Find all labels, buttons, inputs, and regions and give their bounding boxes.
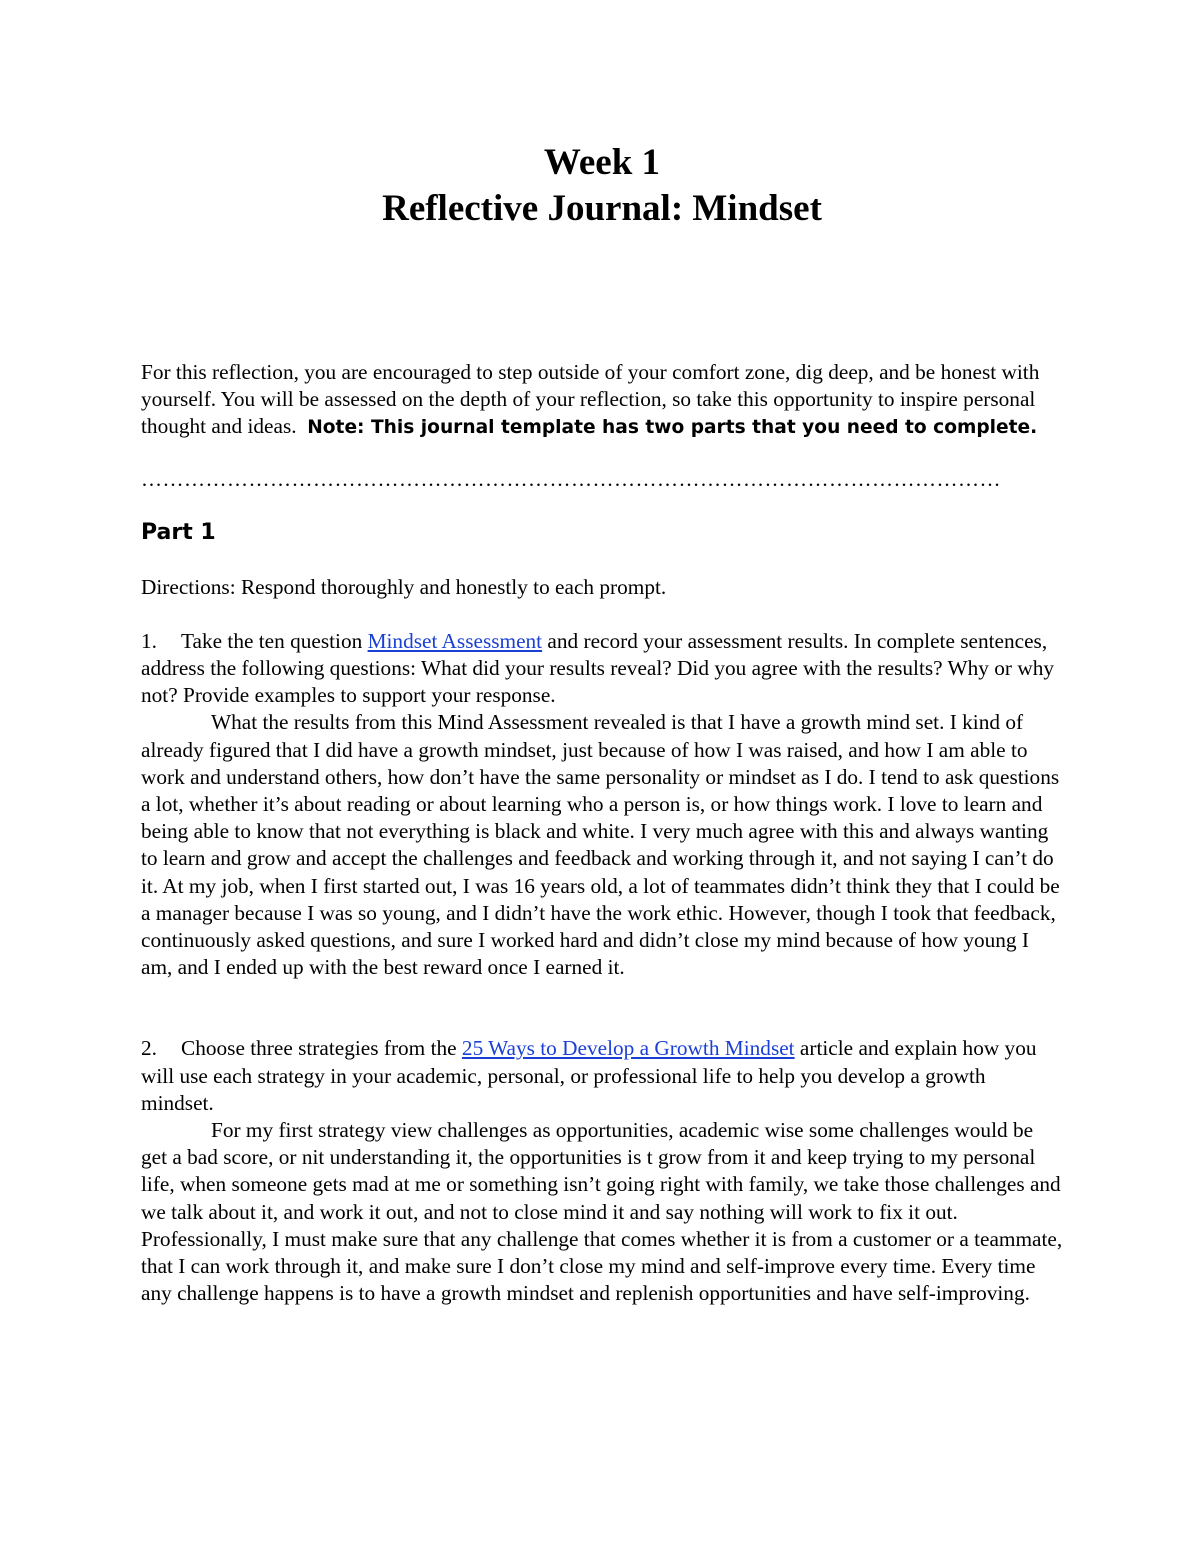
question-2-text-before: Choose three strategies from the xyxy=(181,1036,462,1061)
growth-mindset-article-link[interactable]: 25 Ways to Develop a Growth Mindset xyxy=(461,1036,795,1061)
question-2-text-after: article and explain how you will use each strategy in your academic, personal, or professional life to help you develop a growth mindset. xyxy=(141,1036,1037,1115)
document-title xyxy=(141,140,1063,232)
question-2-number: 2. xyxy=(141,1036,157,1061)
document-page xyxy=(141,140,1063,1307)
intro-paragraph xyxy=(141,359,1063,442)
question-1-text-after: and record your assessment results. In complete sentences, address the following questions: What did your results reveal? Did you agree with the results? Why or why not? Provide examples to support your response. xyxy=(141,628,1054,708)
intro-note: Note: This journal template has two parts that you need to complete. xyxy=(307,417,1038,439)
mindset-assessment-link[interactable]: Mindset Assessment xyxy=(367,628,543,653)
question-1-number: 1. xyxy=(141,628,157,653)
directions-text: Directions: Respond thoroughly and honestly to each prompt. xyxy=(141,574,667,599)
journal-title: Reflective Journal: Mindset xyxy=(382,188,822,229)
part-1-heading: Part 1 xyxy=(141,519,216,545)
question-2 xyxy=(141,1035,1063,1117)
question-1 xyxy=(141,628,1063,710)
question-1-text-before: Take the ten question xyxy=(181,628,368,653)
answer-2: For my first strategy view challenges as opportunities, academic wise some challenges would be get a bad score, or nit understanding it, the opportunities is t grow from it and keep trying to my personal life, when someone gets mad at me or something isn’t going right with family, we take those challenges and we talk about it, and work it out, and not to close mind it and say nothing will work to fix it out. Professionally, I must make sure that any challenge that comes whether it is from a customer or a teammate, that I can work through it, and make sure I don’t close my mind and self-improve every time. Every time any challenge happens is to have a growth mindset and replenish opportunities and have self-improving. xyxy=(141,1118,1063,1306)
answer-1: What the results from this Mind Assessment revealed is that I have a growth mind set. I kind of already figured that I did have a growth mindset, just because of how I was raised, and how I am able to work and understand others, how don’t have the same personality or mindset as I do. I tend to ask questions a lot, whether it’s about reading or about learning who a person is, or how things work. I love to learn and being able to know that not everything is black and white. I very much agree with this and always wanting to learn and grow and accept the challenges and feedback and working through it, and not saying I can’t do it. At my job, when I first started out, I was 16 years old, a lot of teammates didn’t think they that I could be a manager because I was so young, and I didn’t have the work ethic. However, though I took that feedback, continuously asked questions, and sure I worked hard and didn’t close my mind because of how young I am, and I ended up with the best reward once I earned it. xyxy=(141,710,1060,980)
week-heading: Week 1 xyxy=(543,142,661,183)
dotted-divider: ………………………………………………………………………………………………………… xyxy=(141,466,1001,491)
intro-text: For this reflection, you are encouraged to step outside of your comfort zone, dig deep, and be honest with yourself. You will be assessed on the depth of your reflection, so take this opportunity to inspire personal thought and ideas. xyxy=(141,360,1040,439)
